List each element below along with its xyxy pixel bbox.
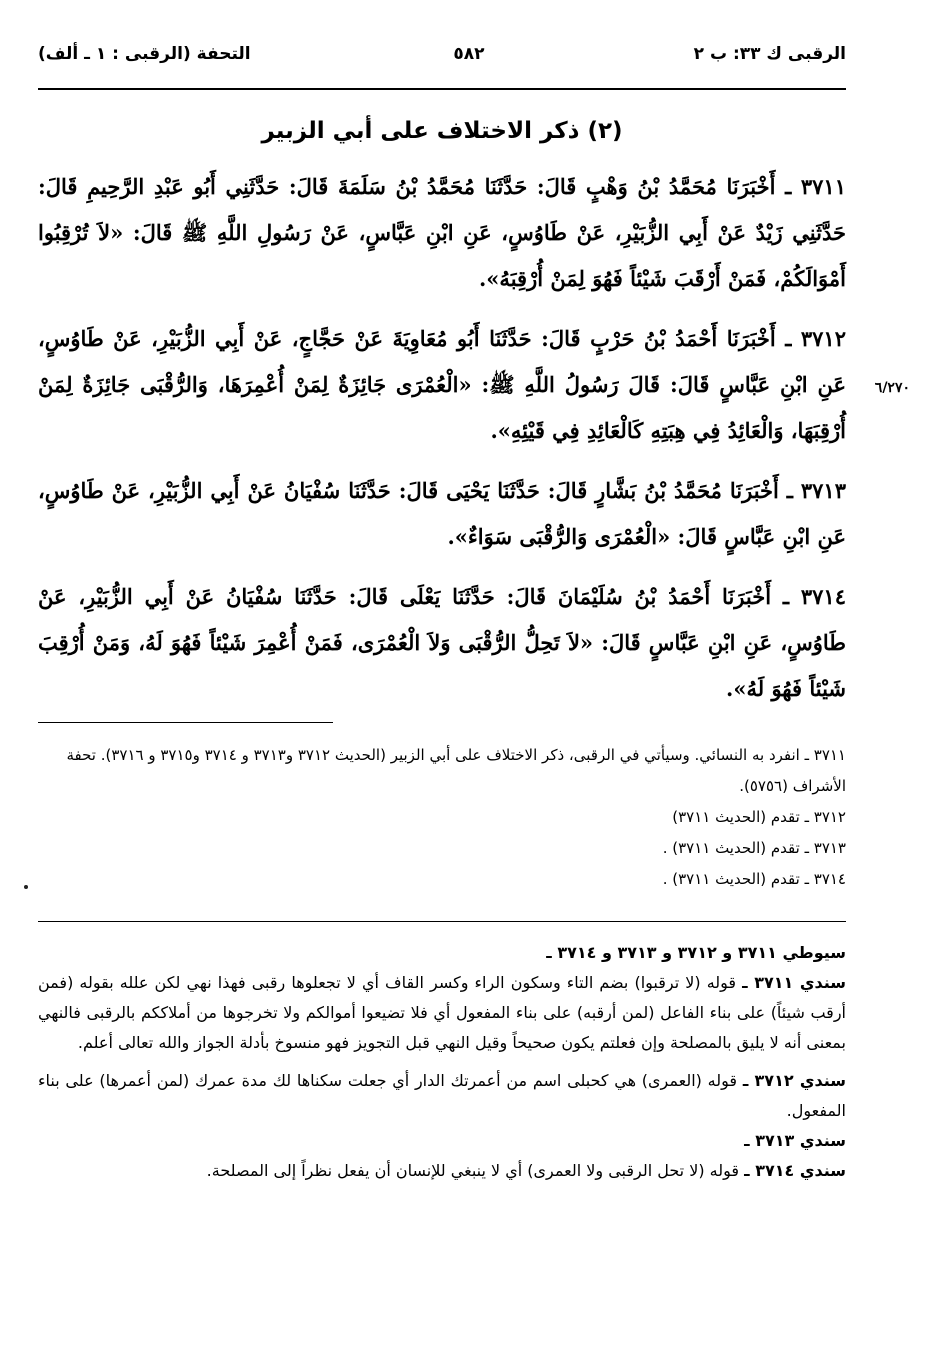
hadith-3712: [38, 316, 846, 454]
hadith-3713: [38, 468, 846, 560]
footnotes: [38, 740, 846, 895]
hadith-matn: «لاَ تُرْقِبُوا أَمْوَالَكُمْ، فَمَنْ أَرْقَبَ شَيْئاً فَهُوَ لِمَنْ أُرْقِبَهُ».: [38, 220, 846, 291]
commentary: [38, 938, 846, 1186]
commentary-label: سندي ٣٧١١ ـ: [742, 973, 847, 992]
hadith-matn: «الْعُمْرَى جَائِزَةٌ لِمَنْ أُعْمِرَهَا، وَالرُّقْبَى جَائِزَةٌ لِمَنْ أُرْقِبَهَا، وَالْعَائِدُ فِي هِبَتِهِ كَالْعَائِدِ فِي قَيْئِهِ».: [38, 372, 846, 443]
hadith-number: ٣٧١٢: [800, 326, 846, 351]
commentary-label: سندي ٣٧١٣ ـ: [744, 1131, 846, 1150]
commentary-entry: [38, 1126, 846, 1156]
commentary-label: سندي ٣٧١٤ ـ: [744, 1161, 846, 1180]
commentary-text: قوله (لا تحل الرقبى ولا العمرى) أي لا ينبغي للإنسان أن يفعل نظراً إلى المصلحة.: [206, 1161, 740, 1180]
commentary-text: قوله (العمرى) هي كحبلى اسم من أعمرتك الدار أي جعلت سكناها لك مدة عمرك (لمن أعمرها) على بناء المفعول.: [38, 1071, 846, 1120]
stray-mark: [24, 885, 28, 889]
footnote: ٣٧١١ ـ انفرد به النسائي. وسيأتي في الرقبى، ذكر الاختلاف على أبي الزبير (الحديث ٣٧١٢ و٣٧١٣ و ٣٧١٤ و٣٧١٥ و ٣٧١٦). تحفة الأشراف (٥٧٥٦).: [66, 746, 846, 795]
hadith-number: ٣٧١٤: [800, 584, 846, 609]
commentary-entry: [38, 1066, 846, 1126]
commentary-separator: [38, 921, 846, 922]
footnote-separator: [38, 722, 333, 723]
running-header-tuhfa: التحفة (الرقبى : ١ ـ ألف): [38, 44, 251, 64]
commentary-entry: [38, 938, 846, 968]
hadith-isnad: ـ أَخْبَرَنَا مُحَمَّدُ بْنُ وَهْبٍ قَالَ: حَدَّثَنَا مُحَمَّدُ بْنُ سَلَمَةَ قَالَ: حَدَّثَنِي أَبُو عَبْدِ الرَّحِيمِ قَالَ: حَدَّثَنِي زَيْدٌ عَنْ أَبِي الزُّبَيْرِ، عَنْ طَاوُسٍ، عَنِ ابْنِ عَبَّاسٍ، عَنْ رَسُولِ اللَّهِ ﷺ قَالَ:: [38, 174, 846, 245]
running-header-chapter: الرقبى ك ٣٣: ب ٢: [693, 44, 846, 64]
hadith-matn: «لاَ تَحِلُّ الرُّقْبَى وَلاَ الْعُمْرَى، فَمَنْ أُعْمِرَ شَيْئاً فَهُوَ لَهُ، وَمَنْ أُرْقِبَ شَيْئاً فَهُوَ لَهُ».: [38, 630, 846, 701]
footnote: ٣٧١٣ ـ تقدم (الحديث ٣٧١١) .: [662, 839, 846, 857]
commentary-label: سيوطي ٣٧١١ و ٣٧١٢ و ٣٧١٣ و ٣٧١٤ ـ: [546, 943, 846, 962]
commentary-label: سندي ٣٧١٢ ـ: [742, 1071, 847, 1090]
commentary-entry: [38, 968, 846, 1058]
hadith-matn: «الْعُمْرَى وَالرُّقْبَى سَوَاءٌ».: [447, 524, 671, 549]
hadith-number: ٣٧١٣: [800, 478, 846, 503]
footnote: ٣٧١٢ ـ تقدم (الحديث ٣٧١١): [672, 808, 846, 826]
hadith-number: ٣٧١١: [800, 174, 846, 199]
hadith-isnad: ـ أَخْبَرَنَا مُحَمَّدُ بْنُ بَشَّارٍ قَالَ: حَدَّثَنَا يَحْيَى قَالَ: حَدَّثَنَا سُفْيَانُ عَنْ أَبِي الزُّبَيْرِ، عَنْ طَاوُسٍ، عَنِ ابْنِ عَبَّاسٍ قَالَ:: [38, 478, 846, 549]
commentary-text: قوله (لا ترقبوا) بضم التاء وسكون الراء وكسر القاف أي لا تجعلوها رقبى فهذا نهي لكن علله بقوله (فمن أرقب شيئاً) على بناء الفاعل (لمن أرقبه) على بناء المفعول أي فلا تضيعوا أموالكم ولا تخرجوها من أملاككم بالرقبى فالنهي بمعنى أنه لا يليق بالمصلحة وإن فعلتم يكون صحيحاً وقيل النهي قبل التجويز فهو منسوخ بأدلة الجواز والله تعالى أعلم.: [38, 973, 846, 1052]
commentary-entry: [38, 1156, 846, 1186]
header-rule: [38, 88, 846, 90]
hadith-3714: [38, 574, 846, 712]
page-number: ٥٨٢: [453, 44, 485, 64]
footnote: ٣٧١٤ ـ تقدم (الحديث ٣٧١١) .: [662, 870, 846, 888]
section-title: (٢) ذكر الاختلاف على أبي الزبير: [261, 118, 623, 144]
hadith-3711: [38, 164, 846, 302]
hadith-isnad: ـ أَخْبَرَنَا أَحْمَدُ بْنُ حَرْبٍ قَالَ: حَدَّثَنَا أَبُو مُعَاوِيَةَ عَنْ حَجَّاجٍ، عَنْ أَبِي الزُّبَيْرِ، عَنْ طَاوُسٍ، عَنِ ابْنِ عَبَّاسٍ قَالَ: قَالَ رَسُولُ اللَّهِ ﷺ:: [38, 326, 847, 397]
hadith-isnad: ـ أَخْبَرَنَا أَحْمَدُ بْنُ سُلَيْمَانَ قَالَ: حَدَّثَنَا يَعْلَى قَالَ: حَدَّثَنَا سُفْيَانُ عَنْ أَبِي الزُّبَيْرِ، عَنْ طَاوُسٍ، عَنِ ابْنِ عَبَّاسٍ قَالَ:: [38, 584, 846, 655]
margin-reference: ٦/٢٧٠: [874, 380, 910, 396]
